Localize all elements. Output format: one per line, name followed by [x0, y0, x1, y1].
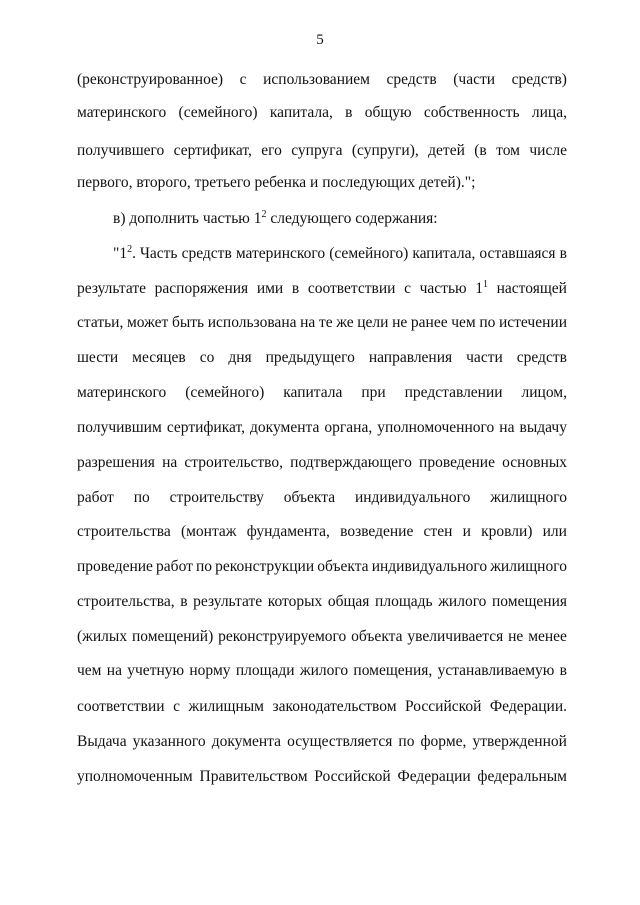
text-line — [77, 141, 567, 161]
word: (семейного) — [329, 245, 409, 262]
word: строительству — [169, 489, 264, 506]
text-line — [113, 209, 567, 229]
word: лица, — [531, 104, 567, 121]
word: жилищного — [490, 489, 567, 506]
word: (семейного) — [178, 104, 258, 121]
word: направления — [368, 349, 453, 366]
word: использована — [207, 314, 297, 331]
word: общая — [327, 593, 370, 610]
superscript: 1 — [482, 279, 488, 290]
word: (семейного) — [185, 384, 265, 401]
word: истечении — [498, 314, 567, 331]
word: Российской — [314, 768, 391, 785]
word: предыдущего — [265, 349, 355, 366]
word: использованием — [263, 71, 370, 88]
word: площадь — [375, 593, 433, 610]
word: его — [261, 142, 282, 159]
word: и — [462, 523, 471, 540]
word: жилого — [299, 662, 349, 679]
word: числе — [529, 142, 567, 159]
word: Федерации. — [489, 698, 567, 715]
text-line — [77, 383, 567, 403]
word: индивидуального — [354, 489, 471, 506]
word: в — [180, 593, 188, 610]
word: настоящей — [496, 280, 567, 297]
word: разрешения — [77, 454, 155, 471]
word: работ — [77, 489, 114, 506]
word: собственность — [423, 104, 520, 121]
page-number: 5 — [316, 32, 324, 48]
word: норму — [189, 662, 231, 679]
word: со — [199, 349, 215, 366]
word: проведение — [77, 558, 153, 575]
text-line — [77, 767, 567, 787]
word: органа, — [324, 419, 373, 436]
superscript: 2 — [261, 209, 267, 220]
word: ранее — [410, 314, 448, 331]
word: (монтаж — [180, 523, 237, 540]
word: сертификат, — [173, 142, 252, 159]
word: объекта — [351, 628, 403, 645]
word: общую — [364, 104, 412, 121]
word: увеличивается — [407, 628, 504, 645]
word: шести — [77, 349, 119, 366]
word: получившего — [77, 142, 165, 159]
word: помещений) — [131, 628, 214, 645]
text-line — [77, 348, 567, 368]
word: супруга — [291, 142, 343, 159]
word: на — [162, 454, 178, 471]
word: на — [106, 662, 122, 679]
text-line — [77, 627, 567, 647]
word: цели — [357, 314, 389, 331]
text-fragment: в) дополнить частью 1 — [113, 210, 262, 227]
word: работ — [156, 558, 193, 575]
word: частью — [419, 280, 467, 297]
word: дня — [228, 349, 252, 366]
text-line: первого, второго, третьего ребенка и последующих детей)."; — [77, 174, 476, 191]
word: лицом, — [521, 384, 567, 401]
word: капитала — [283, 384, 343, 401]
word: при — [361, 384, 386, 401]
text-line — [77, 522, 567, 542]
word: проведение — [419, 454, 495, 471]
word: уполномоченного — [377, 419, 495, 436]
word: результате — [77, 280, 146, 297]
word: фундамента, — [246, 523, 330, 540]
word: или — [542, 523, 567, 540]
text-line — [77, 103, 567, 123]
word: которых — [267, 593, 323, 610]
word: капитала, — [269, 104, 333, 121]
text-line — [77, 279, 567, 299]
word: жилого — [438, 593, 487, 610]
word: ими — [256, 280, 284, 297]
word: документа — [211, 733, 282, 750]
word: те — [318, 314, 333, 331]
text-line — [77, 592, 567, 612]
word: кровли) — [481, 523, 533, 540]
text-line — [77, 70, 567, 90]
word: не — [508, 628, 524, 645]
text-fragment: следующего содержания: — [266, 210, 438, 227]
word: в — [345, 104, 353, 121]
word: строительства — [77, 523, 171, 540]
word: средств — [386, 71, 437, 88]
text-line — [77, 557, 567, 577]
word: осуществляется — [287, 733, 393, 750]
word: учетную — [127, 662, 185, 679]
word: (части — [453, 71, 496, 88]
word: части — [466, 349, 503, 366]
word: представлении — [404, 384, 503, 401]
word: форме, — [420, 733, 467, 750]
word: помещения — [492, 593, 567, 610]
text-line — [77, 313, 567, 333]
word: средств — [181, 245, 232, 262]
word: в — [559, 662, 567, 679]
word: строительства, — [77, 593, 175, 610]
word: может — [126, 314, 169, 331]
word: на — [499, 419, 515, 436]
word: подтверждающего — [290, 454, 412, 471]
text-line — [77, 732, 567, 752]
word: (супруги), — [351, 142, 419, 159]
word: чем — [451, 314, 476, 331]
word: индивидуального — [371, 558, 488, 575]
word: (в — [474, 142, 487, 159]
word: Российской — [405, 698, 482, 715]
word: в — [559, 245, 567, 262]
word: по — [133, 489, 150, 506]
word: результате — [193, 593, 263, 610]
word: уполномоченным — [77, 768, 193, 785]
word: соответствии — [77, 698, 165, 715]
word: выдачу — [519, 419, 567, 436]
text-fragment: $1^1$ — [475, 279, 488, 297]
word: площади — [235, 662, 295, 679]
word: капитала, — [412, 245, 476, 262]
word: статьи, — [77, 314, 124, 331]
word: (жилых — [77, 628, 128, 645]
word: (реконструированное) — [77, 71, 224, 88]
word: материнского — [235, 245, 326, 262]
word: строительство, — [184, 454, 284, 471]
word: законодательством — [272, 698, 397, 715]
word: устанавливаемую — [437, 662, 555, 679]
word: средств) — [511, 71, 567, 88]
word: жилищного — [490, 558, 567, 575]
word: федеральным — [477, 768, 567, 785]
word: месяцев — [132, 349, 186, 366]
word: Правительством — [199, 768, 308, 785]
word: соответствии — [307, 280, 396, 297]
word: реконструируемого — [218, 628, 347, 645]
word: документа — [250, 419, 320, 436]
word: возведение — [340, 523, 414, 540]
word: оставшаяся — [479, 245, 556, 262]
text-fragment: "$1^2$. Часть — [113, 244, 178, 262]
text-line — [113, 244, 567, 264]
word: том — [496, 142, 520, 159]
word: сертификат, — [166, 419, 245, 436]
word: основных — [502, 454, 567, 471]
word: же — [336, 314, 354, 331]
word: объекта — [317, 558, 369, 575]
word: Федерации — [397, 768, 471, 785]
word: реконструкции — [215, 558, 315, 575]
word: жилищным — [188, 698, 264, 715]
word: утвержденной — [472, 733, 567, 750]
word: объекта — [283, 489, 336, 506]
word: в — [291, 280, 300, 297]
text-line — [77, 697, 567, 717]
word: чем — [77, 662, 102, 679]
text-line — [77, 488, 567, 508]
word: быть — [171, 314, 205, 331]
word: стен — [423, 523, 453, 540]
word: распоряжения — [154, 280, 249, 297]
word: Выдача — [77, 733, 127, 750]
superscript: 2 — [127, 244, 133, 255]
word: по — [479, 314, 496, 331]
text-line — [77, 453, 567, 473]
word: материнского — [77, 384, 167, 401]
word: детей — [428, 142, 465, 159]
word: помещения, — [353, 662, 433, 679]
text-line — [77, 418, 567, 438]
word: не — [392, 314, 408, 331]
word: получившим — [77, 419, 162, 436]
word: указанного — [132, 733, 206, 750]
word: с — [239, 71, 247, 88]
word: средств — [516, 349, 567, 366]
word: с — [404, 280, 411, 297]
word: по — [398, 733, 415, 750]
word: на — [300, 314, 316, 331]
text-line — [77, 661, 567, 681]
word: менее — [528, 628, 567, 645]
word: по — [196, 558, 213, 575]
word: материнского — [77, 104, 167, 121]
word: с — [173, 698, 180, 715]
